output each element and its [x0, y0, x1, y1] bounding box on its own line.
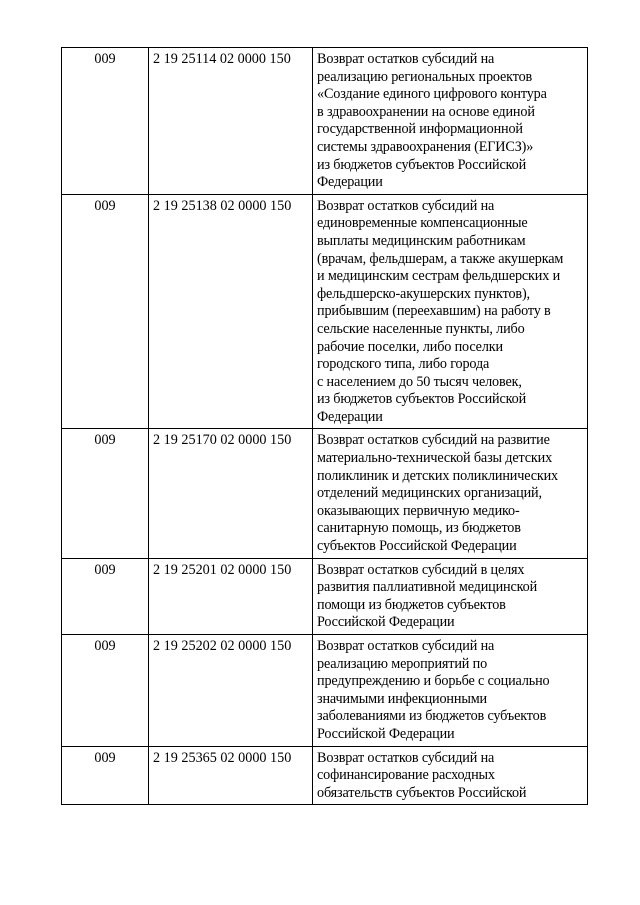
budget-classification-table — [61, 47, 588, 805]
admin-code-cell: 009 — [62, 635, 149, 747]
table-row — [62, 635, 588, 747]
table-row — [62, 746, 588, 805]
admin-code-cell: 009 — [62, 48, 149, 195]
admin-code-cell: 009 — [62, 746, 149, 805]
revenue-name-cell: Возврат остатков субсидий на софинансирование расходных обязательств субъектов Российской — [313, 746, 588, 805]
kbk-code-cell: 2 19 25138 02 0000 150 — [149, 194, 313, 429]
revenue-name-cell: Возврат остатков субсидий на развитие материально-технической базы детских поликлиник и детских поликлинических отделений медицинских организаций, оказывающих первичную медико- санитарную помощь, из бюджетов субъектов Российской Федерации — [313, 429, 588, 558]
table-row — [62, 194, 588, 429]
revenue-name-cell: Возврат остатков субсидий в целях развития паллиативной медицинской помощи из бюджетов субъектов Российской Федерации — [313, 558, 588, 634]
admin-code-cell: 009 — [62, 429, 149, 558]
table-row — [62, 558, 588, 634]
admin-code-cell: 009 — [62, 558, 149, 634]
kbk-code-cell: 2 19 25114 02 0000 150 — [149, 48, 313, 195]
kbk-code-cell: 2 19 25365 02 0000 150 — [149, 746, 313, 805]
revenue-name-cell: Возврат остатков субсидий на единовременные компенсационные выплаты медицинским работникам (врачам, фельдшерам, а также акушеркам и медицинским сестрам фельдшерских и фельдшерско-акушерских пунктов), прибывшим (переехавшим) на работу в сельские населенные пункты, либо рабочие поселки, либо поселки городского типа, либо города с населением до 50 тысяч человек, из бюджетов субъектов Российской Федерации — [313, 194, 588, 429]
revenue-name-cell: Возврат остатков субсидий на реализацию мероприятий по предупреждению и борьбе с социально значимыми инфекционными заболеваниями из бюджетов субъектов Российской Федерации — [313, 635, 588, 747]
table-row — [62, 429, 588, 558]
admin-code-cell: 009 — [62, 194, 149, 429]
table-body — [62, 48, 588, 805]
kbk-code-cell: 2 19 25170 02 0000 150 — [149, 429, 313, 558]
kbk-code-cell: 2 19 25201 02 0000 150 — [149, 558, 313, 634]
table-row — [62, 48, 588, 195]
revenue-name-cell: Возврат остатков субсидий на реализацию региональных проектов «Создание единого цифрового контура в здравоохранении на основе единой государственной информационной системы здравоохранения (ЕГИСЗ)» из бюджетов субъектов Российской Федерации — [313, 48, 588, 195]
kbk-code-cell: 2 19 25202 02 0000 150 — [149, 635, 313, 747]
